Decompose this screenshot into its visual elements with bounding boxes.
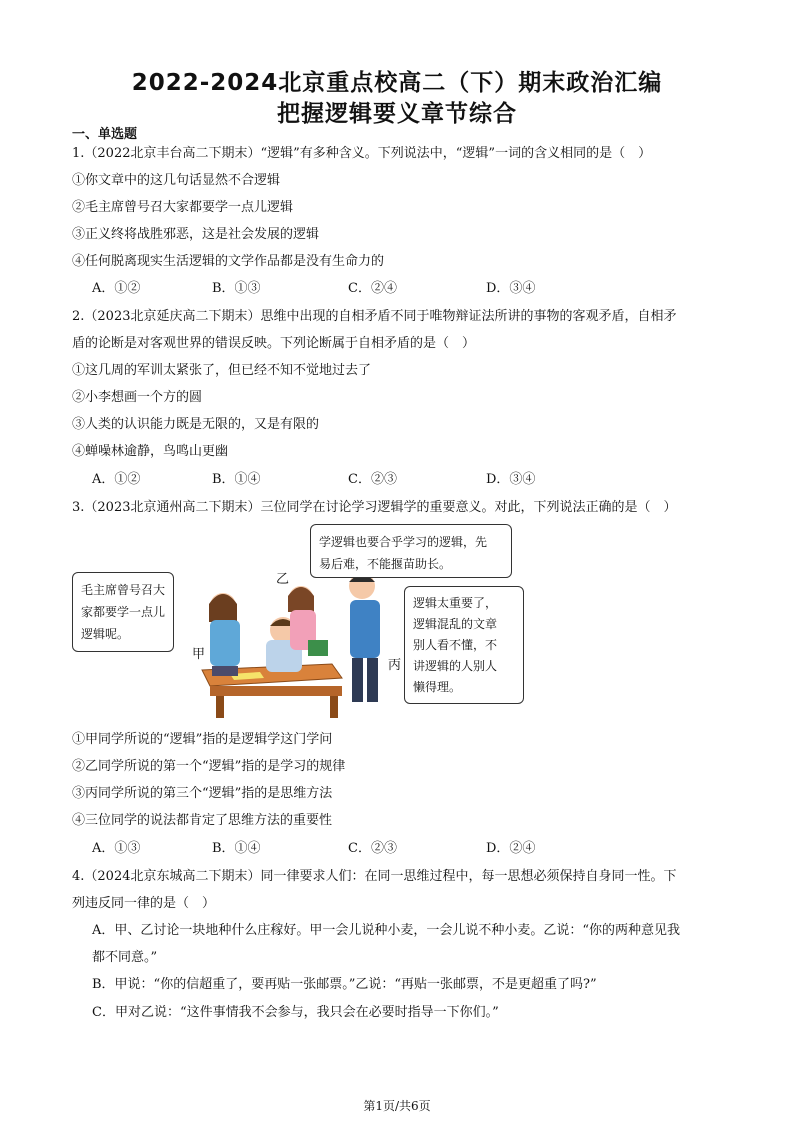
option-d[interactable]: D．②④ bbox=[486, 841, 536, 856]
document-title-line2: 把握逻辑要义章节综合 bbox=[277, 101, 517, 127]
option-c[interactable]: C．②③ bbox=[348, 472, 397, 487]
question-4-stem: 4.（2024北京东城高二下期末）同一律要求人们：在同一思维过程中，每一思想必须保持自身同一性。下 bbox=[72, 869, 677, 884]
option-c[interactable]: C．②③ bbox=[348, 841, 397, 856]
bubble-bing-line: 懒得理。 bbox=[413, 680, 462, 694]
option-d[interactable]: D．③④ bbox=[486, 472, 536, 487]
discussion-illustration bbox=[70, 522, 530, 722]
question-2-stem: 盾的论断是对客观世界的错误反映。下列论断属于自相矛盾的是（ ） bbox=[72, 336, 476, 351]
question-1-item: ②毛主席曾号召大家都要学一点儿逻辑 bbox=[72, 200, 294, 215]
bubble-yi-line: 易后难，不能揠苗助长。 bbox=[319, 557, 452, 571]
document-title-line1: 2022-2024北京重点校高二（下）期末政治汇编 bbox=[131, 70, 663, 96]
question-2-item: ①这几周的军训太紧张了，但已经不知不觉地过去了 bbox=[72, 363, 372, 378]
bubble-bing-line: 逻辑混乱的文章 bbox=[413, 617, 498, 631]
question-4-stem: 列违反同一律的是（ ） bbox=[72, 896, 216, 911]
question-3-item: ③丙同学所说的第三个“逻辑”指的是思维方法 bbox=[72, 786, 333, 801]
question-1-item: ④任何脱离现实生活逻辑的文学作品都是没有生命力的 bbox=[72, 254, 385, 269]
label-bing: 丙 bbox=[388, 658, 402, 673]
option-b[interactable]: B．①③ bbox=[212, 281, 261, 296]
option-a[interactable]: A．①② bbox=[92, 281, 141, 296]
speech-bubble-bing bbox=[404, 586, 524, 704]
question-2-item: ②小李想画一个方的圆 bbox=[72, 390, 203, 405]
question-4-choice-a-cont[interactable]: 都不同意。” bbox=[92, 950, 158, 965]
question-2-options bbox=[92, 468, 652, 486]
bubble-bing-line: 逻辑太重要了， bbox=[413, 596, 498, 610]
bubble-bing-line: 别人看不懂，不 bbox=[413, 638, 498, 652]
question-1-options bbox=[92, 277, 652, 295]
question-4-choice-c[interactable]: C．甲对乙说：“这件事情我不会参与，我只会在必要时指导一下你们。” bbox=[92, 1005, 499, 1020]
label-yi: 乙 bbox=[276, 572, 290, 587]
speech-bubble-yi bbox=[310, 524, 512, 578]
option-b[interactable]: B．①④ bbox=[212, 472, 261, 487]
question-3-item: ②乙同学所说的第一个“逻辑”指的是学习的规律 bbox=[72, 759, 346, 774]
option-c[interactable]: C．②④ bbox=[348, 281, 397, 296]
option-a[interactable]: A．①② bbox=[92, 472, 141, 487]
question-1-item: ①你文章中的这几句话显然不合逻辑 bbox=[72, 173, 281, 188]
page-footer: 第1页/共6页 bbox=[363, 1099, 431, 1113]
question-2-item: ④蝉噪林逾静，鸟鸣山更幽 bbox=[72, 444, 229, 459]
option-d[interactable]: D．③④ bbox=[486, 281, 536, 296]
question-1-item: ③正义终将战胜邪恶，这是社会发展的逻辑 bbox=[72, 227, 320, 242]
option-b[interactable]: B．①④ bbox=[212, 841, 261, 856]
question-4-choice-a[interactable]: A．甲、乙讨论一块地种什么庄稼好。甲一会儿说种小麦，一会儿说不种小麦。乙说：“你的两种意见我 bbox=[92, 923, 681, 938]
section-heading: 一、单选题 bbox=[72, 127, 138, 142]
bubble-jia-line: 毛主席曾号召大 bbox=[81, 583, 166, 597]
bubble-bing-line: 讲逻辑的人别人 bbox=[413, 659, 498, 673]
question-3-options bbox=[92, 837, 652, 855]
option-a[interactable]: A．①③ bbox=[92, 841, 141, 856]
bubble-jia-line: 逻辑呢。 bbox=[81, 627, 130, 641]
question-4-choice-b[interactable]: B．甲说：“你的信超重了，要再贴一张邮票。”乙说：“再贴一张邮票，不是更超重了吗?” bbox=[92, 977, 597, 992]
question-3-stem: 3.（2023北京通州高二下期末）三位同学在讨论学习逻辑学的重要意义。对此，下列说法正确的是（ ） bbox=[72, 500, 677, 515]
bubble-jia-line: 家都要学一点儿 bbox=[81, 605, 166, 619]
question-1-stem: 1.（2022北京丰台高二下期末）“逻辑”有多种含义。下列说法中，“逻辑”一词的含义相同的是（ ） bbox=[72, 146, 652, 161]
speech-bubble-jia bbox=[72, 572, 174, 652]
bubble-yi-line: 学逻辑也要合乎学习的逻辑，先 bbox=[319, 535, 488, 549]
label-jia: 甲 bbox=[192, 647, 206, 662]
question-2-item: ③人类的认识能力既是无限的，又是有限的 bbox=[72, 417, 320, 432]
question-3-item: ①甲同学所说的“逻辑”指的是逻辑学这门学问 bbox=[72, 732, 333, 747]
question-2-stem: 2.（2023北京延庆高二下期末）思维中出现的自相矛盾不同于唯物辩证法所讲的事物的客观矛盾，自相矛 bbox=[72, 309, 677, 324]
question-3-item: ④三位同学的说法都肯定了思维方法的重要性 bbox=[72, 813, 333, 828]
